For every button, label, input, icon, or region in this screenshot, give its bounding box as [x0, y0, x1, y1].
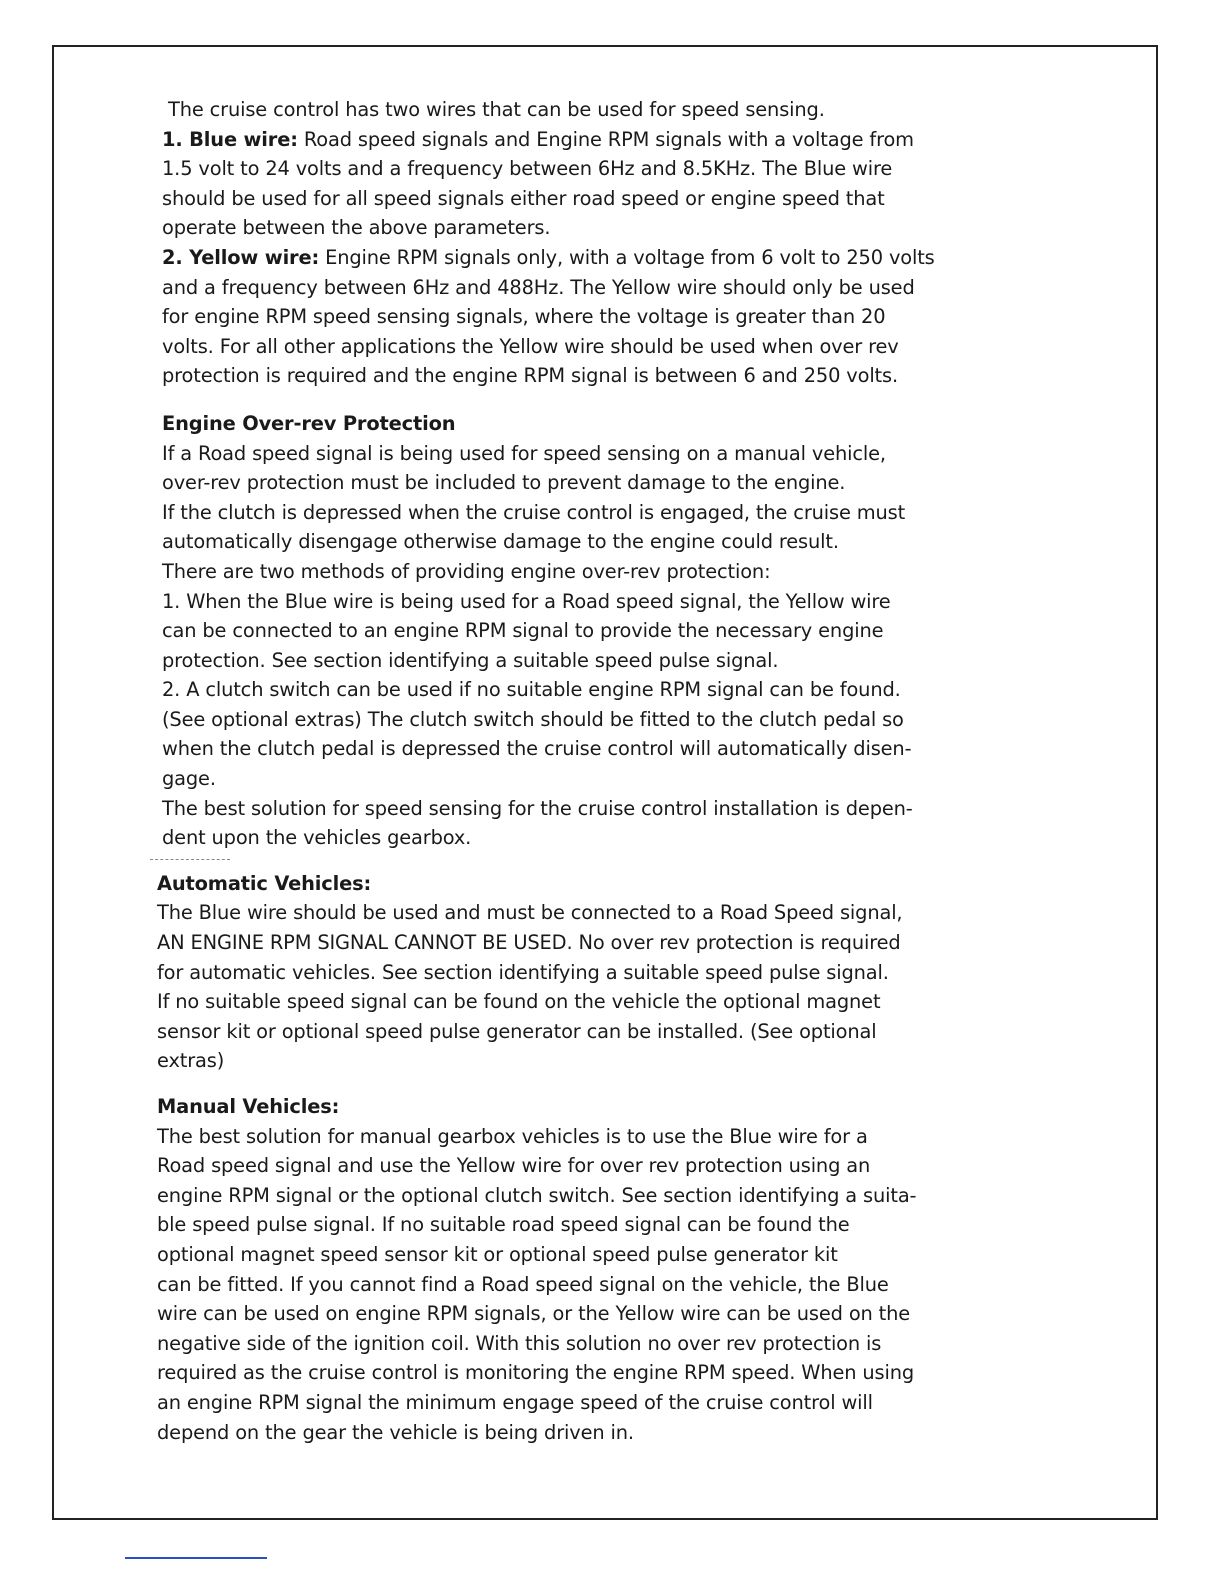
- over-rev-line: The best solution for speed sensing for the cruise control installation is depen-: [162, 796, 913, 820]
- yellow-wire-label: 2. Yellow wire:: [162, 245, 320, 269]
- manual-line: optional magnet speed sensor kit or optional speed pulse generator kit: [157, 1242, 838, 1266]
- blue-wire-text: should be used for all speed signals either road speed or engine speed that: [162, 186, 885, 210]
- automatic-section: [157, 869, 1022, 1076]
- yellow-wire-text: for engine RPM speed sensing signals, where the voltage is greater than 20: [162, 305, 886, 329]
- over-rev-section: [162, 409, 1022, 853]
- manual-line: negative side of the ignition coil. With this solution no over rev protection is: [157, 1331, 882, 1355]
- blue-wire-text: operate between the above parameters.: [162, 216, 551, 240]
- automatic-line: extras): [157, 1049, 225, 1073]
- manual-line: Road speed signal and use the Yellow wire for over rev protection using an: [157, 1154, 871, 1178]
- manual-heading: Manual Vehicles:: [157, 1095, 340, 1118]
- over-rev-line: when the clutch pedal is depressed the cruise control will automatically disen-: [162, 737, 912, 761]
- over-rev-line: dent upon the vehicles gearbox.: [162, 826, 472, 850]
- blue-wire-section: [162, 125, 1022, 243]
- over-rev-line: gage.: [162, 767, 216, 791]
- yellow-wire-text: protection is required and the engine RPM signal is between 6 and 250 volts.: [162, 364, 898, 388]
- yellow-wire-text: volts. For all other applications the Yellow wire should be used when over rev: [162, 334, 899, 358]
- over-rev-heading: Engine Over-rev Protection: [162, 411, 456, 435]
- over-rev-line: protection. See section identifying a suitable speed pulse signal.: [162, 648, 779, 672]
- automatic-line: for automatic vehicles. See section identifying a suitable speed pulse signal.: [157, 960, 889, 984]
- manual-line: depend on the gear the vehicle is being driven in.: [157, 1420, 634, 1444]
- over-rev-line: over-rev protection must be included to prevent damage to the engine.: [162, 471, 846, 495]
- over-rev-line: automatically disengage otherwise damage to the engine could result.: [162, 530, 839, 554]
- manual-line: ble speed pulse signal. If no suitable road speed signal can be found the: [157, 1213, 850, 1237]
- blue-wire-text: Road speed signals and Engine RPM signals with a voltage from: [303, 127, 914, 151]
- intro-line: The cruise control has two wires that can be used for speed sensing.: [168, 98, 825, 121]
- blue-wire-label: 1. Blue wire:: [162, 127, 298, 151]
- manual-line: The best solution for manual gearbox vehicles is to use the Blue wire for a: [157, 1124, 868, 1148]
- over-rev-line: can be connected to an engine RPM signal to provide the necessary engine: [162, 619, 884, 643]
- automatic-line: The Blue wire should be used and must be connected to a Road Speed signal,: [157, 901, 903, 925]
- over-rev-line: (See optional extras) The clutch switch should be fitted to the clutch pedal so: [162, 707, 904, 731]
- automatic-heading: Automatic Vehicles:: [157, 871, 372, 895]
- blue-wire-text: 1.5 volt to 24 volts and a frequency between 6Hz and 8.5KHz. The Blue wire: [162, 157, 893, 181]
- automatic-line: AN ENGINE RPM SIGNAL CANNOT BE USED. No over rev protection is required: [157, 931, 901, 955]
- yellow-wire-text: Engine RPM signals only, with a voltage from 6 volt to 250 volts: [325, 245, 935, 269]
- yellow-wire-section: [162, 243, 1022, 391]
- manual-line: can be fitted. If you cannot find a Road speed signal on the vehicle, the Blue: [157, 1272, 889, 1296]
- page-border: [52, 45, 1158, 1520]
- scan-artifact-divider: [150, 859, 230, 860]
- document-body: [157, 95, 1022, 1447]
- manual-line: engine RPM signal or the optional clutch switch. See section identifying a suita-: [157, 1183, 917, 1207]
- automatic-line: sensor kit or optional speed pulse generator can be installed. (See optional: [157, 1019, 877, 1043]
- manual-section: [157, 1092, 1022, 1447]
- over-rev-line: There are two methods of providing engine over-rev protection:: [162, 559, 771, 583]
- yellow-wire-text: and a frequency between 6Hz and 488Hz. The Yellow wire should only be used: [162, 275, 915, 299]
- over-rev-line: If the clutch is depressed when the cruise control is engaged, the cruise must: [162, 500, 906, 524]
- manual-line: an engine RPM signal the minimum engage speed of the cruise control will: [157, 1390, 873, 1414]
- over-rev-line: 2. A clutch switch can be used if no suitable engine RPM signal can be found.: [162, 678, 901, 702]
- automatic-line: If no suitable speed signal can be found on the vehicle the optional magnet: [157, 990, 881, 1014]
- manual-line: wire can be used on engine RPM signals, or the Yellow wire can be used on the: [157, 1302, 911, 1326]
- manual-line: required as the cruise control is monitoring the engine RPM speed. When using: [157, 1361, 915, 1385]
- over-rev-line: If a Road speed signal is being used for speed sensing on a manual vehicle,: [162, 441, 886, 465]
- footer-rule: [125, 1557, 267, 1559]
- over-rev-line: 1. When the Blue wire is being used for a Road speed signal, the Yellow wire: [162, 589, 891, 613]
